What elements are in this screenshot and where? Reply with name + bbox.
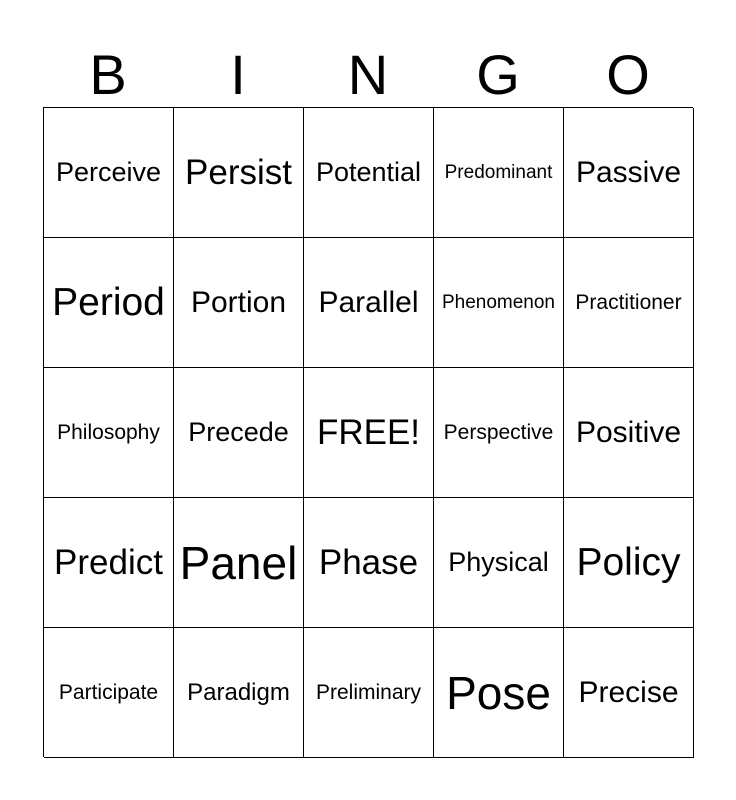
free-space-cell: FREE! <box>304 368 434 498</box>
header-letter-o: O <box>606 43 650 106</box>
bingo-cell: Philosophy <box>44 368 174 498</box>
bingo-cell: Predominant <box>434 108 564 238</box>
bingo-cell: Physical <box>434 498 564 628</box>
bingo-cell: Phenomenon <box>434 238 564 368</box>
bingo-cell: Period <box>44 238 174 368</box>
bingo-cell: Perceive <box>44 108 174 238</box>
bingo-cell: Phase <box>304 498 434 628</box>
bingo-cell: Practitioner <box>564 238 694 368</box>
bingo-header <box>43 42 693 108</box>
bingo-cell: Preliminary <box>304 628 434 758</box>
bingo-cell: Policy <box>564 498 694 628</box>
bingo-cell: Potential <box>304 108 434 238</box>
bingo-cell: Panel <box>174 498 304 628</box>
bingo-cell: Passive <box>564 108 694 238</box>
bingo-cell: Predict <box>44 498 174 628</box>
bingo-cell: Participate <box>44 628 174 758</box>
bingo-cell: Persist <box>174 108 304 238</box>
bingo-cell: Paradigm <box>174 628 304 758</box>
header-letter-i: I <box>230 43 246 106</box>
bingo-cell: Portion <box>174 238 304 368</box>
header-letter-b: B <box>89 43 127 106</box>
bingo-card-grid <box>43 107 693 757</box>
bingo-cell: Perspective <box>434 368 564 498</box>
bingo-cell: Precise <box>564 628 694 758</box>
bingo-cell: Positive <box>564 368 694 498</box>
bingo-cell: Precede <box>174 368 304 498</box>
header-letter-n: N <box>347 43 389 106</box>
header-letter-g: G <box>476 43 520 106</box>
bingo-cell: Pose <box>434 628 564 758</box>
bingo-cell: Parallel <box>304 238 434 368</box>
